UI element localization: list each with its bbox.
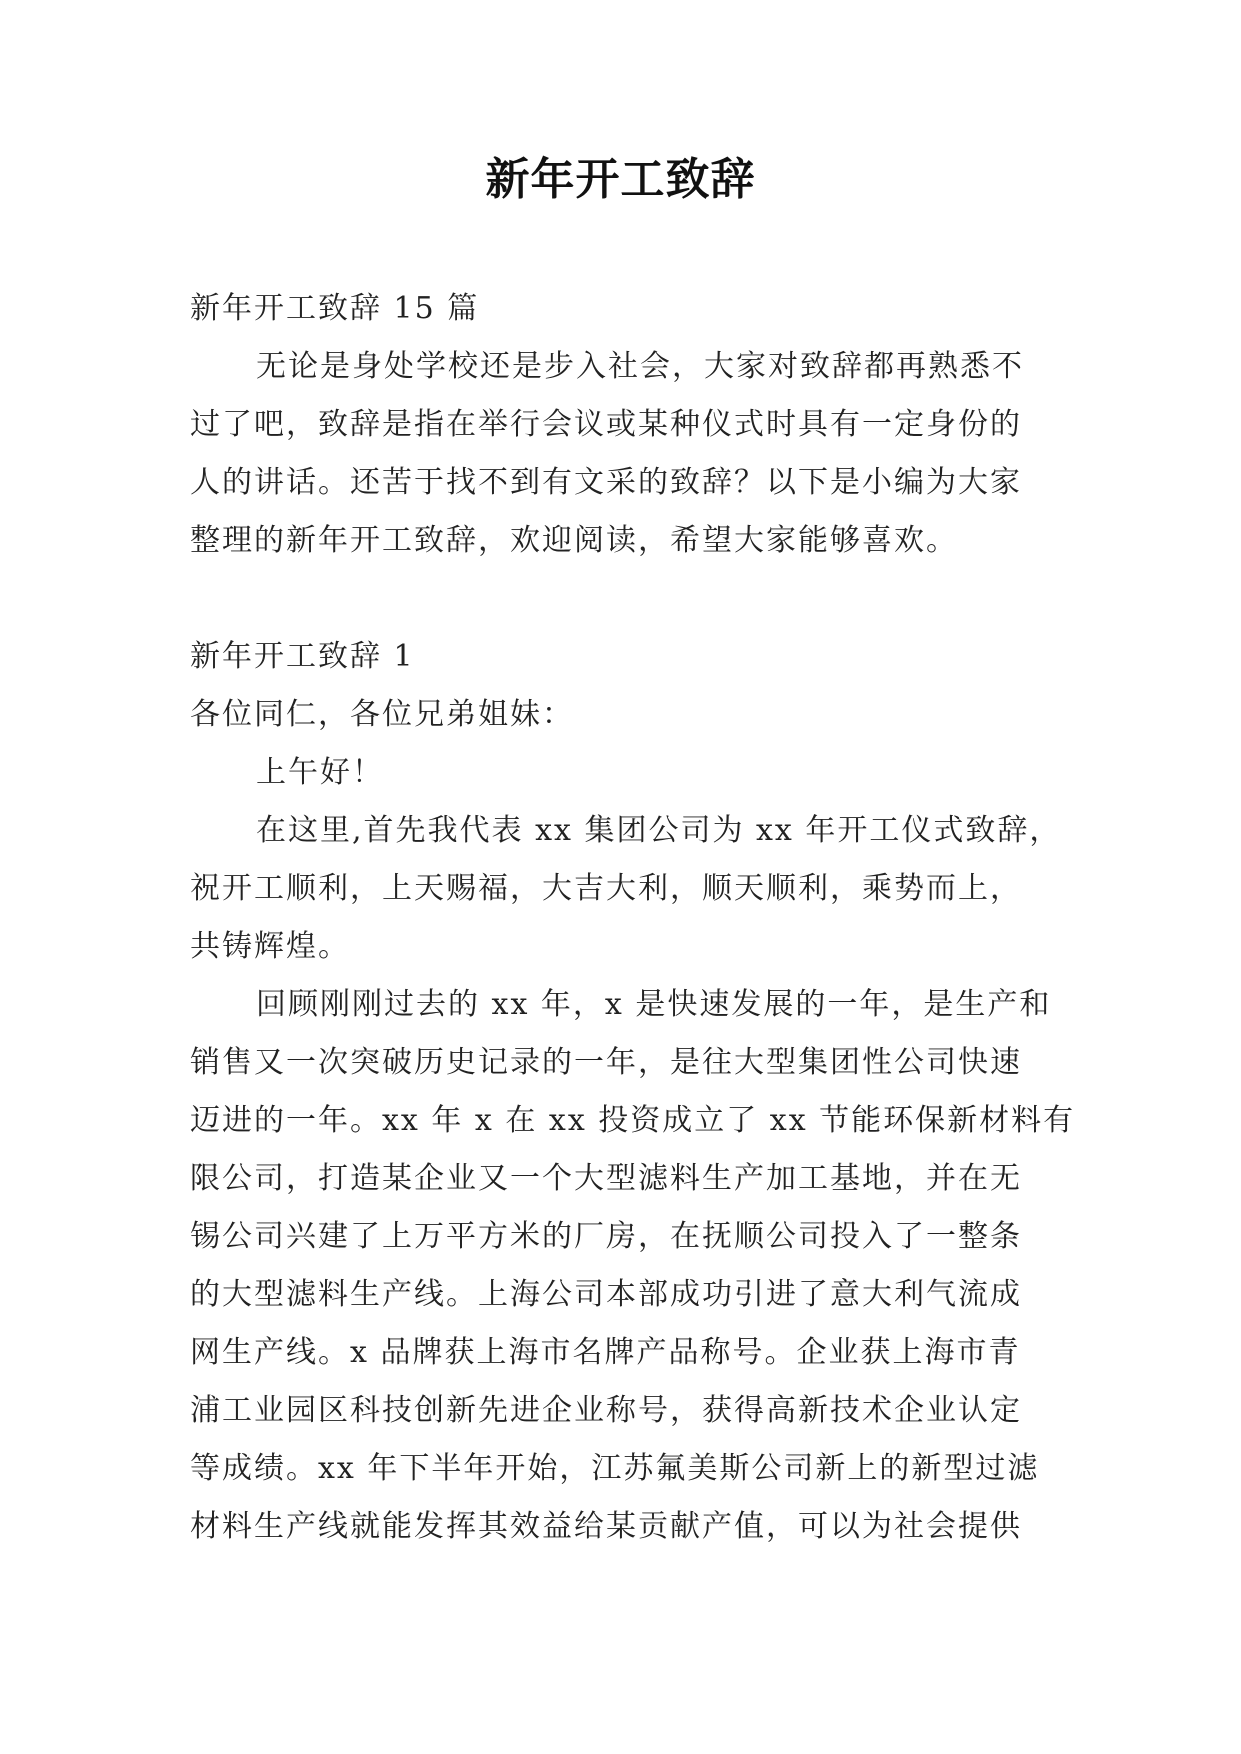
intro-line-4: 整理的新年开工致辞，欢迎阅读，希望大家能够喜欢。 [190, 523, 958, 558]
paragraph-gap [190, 570, 1060, 628]
document-body [190, 280, 1076, 1556]
paragraph-line: 限公司，打造某企业又一个大型滤料生产加工基地，并在无 [190, 1161, 1022, 1196]
paragraph-line: 销售又一次突破历史记录的一年，是往大型集团性公司快速 [190, 1045, 1022, 1080]
paragraph-line: 等成绩。xx 年下半年开始，江苏氟美斯公司新上的新型过滤 [190, 1451, 1040, 1486]
paragraph-line: 锡公司兴建了上万平方米的厂房，在抚顺公司投入了一整条 [190, 1219, 1022, 1254]
section-heading: 新年开工致辞 1 [190, 639, 415, 674]
paragraph-line: 网生产线。x 品牌获上海市名牌产品称号。企业获上海市青 [190, 1335, 1021, 1370]
paragraph-line: 迈进的一年。xx 年 x 在 xx 投资成立了 xx 节能环保新材料有 [190, 1103, 1076, 1138]
paragraph-line: 祝开工顺利，上天赐福，大吉大利，顺天顺利，乘势而上， [190, 871, 1022, 906]
greeting-line: 上午好！ [256, 755, 384, 790]
paragraph-line: 浦工业园区科技创新先进企业称号，获得高新技术企业认定 [190, 1393, 1022, 1428]
subtitle-line: 新年开工致辞 15 篇 [190, 291, 480, 326]
intro-line-3: 人的讲话。还苦于找不到有文采的致辞？以下是小编为大家 [190, 465, 1022, 500]
salutation-line: 各位同仁，各位兄弟姐妹： [190, 697, 574, 732]
document-title: 新年开工致辞 [485, 154, 756, 205]
paragraph-line: 材料生产线就能发挥其效益给某贡献产值，可以为社会提供 [190, 1509, 1022, 1544]
paragraph-line: 在这里,首先我代表 xx 集团公司为 xx 年开工仪式致辞， [256, 813, 1062, 848]
paragraph-line: 回顾刚刚过去的 xx 年，x 是快速发展的一年，是生产和 [256, 987, 1052, 1022]
intro-line-1: 无论是身处学校还是步入社会，大家对致辞都再熟悉不 [256, 349, 1024, 384]
paragraph-line: 的大型滤料生产线。上海公司本部成功引进了意大利气流成 [190, 1277, 1022, 1312]
paragraph-line: 共铸辉煌。 [190, 929, 350, 964]
intro-line-2: 过了吧，致辞是指在举行会议或某种仪式时具有一定身份的 [190, 407, 1022, 442]
